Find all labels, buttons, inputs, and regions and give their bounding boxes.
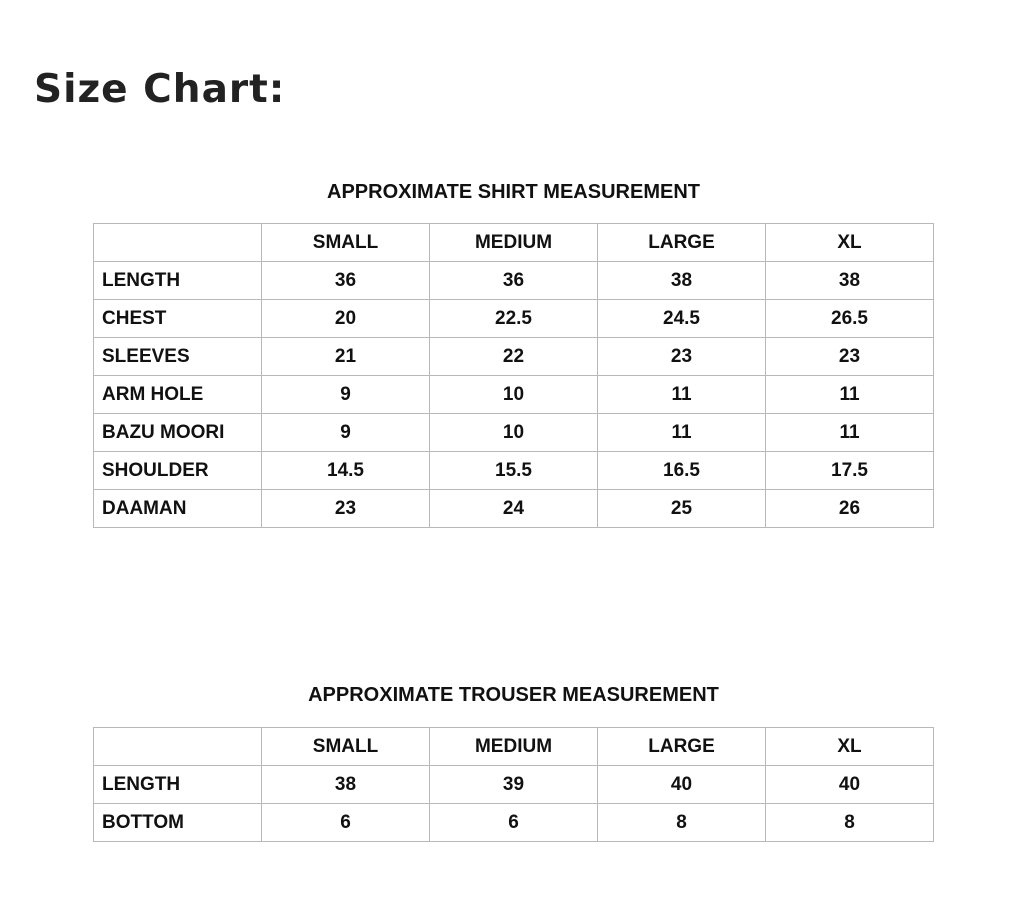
page-title: Size Chart: — [34, 67, 286, 112]
column-header-xl: XL — [766, 728, 934, 766]
table-cell: 38 — [262, 766, 430, 804]
table-cell: 10 — [430, 414, 598, 452]
table-cell: 11 — [766, 414, 934, 452]
table-row — [94, 338, 934, 376]
row-label-chest: CHEST — [94, 300, 262, 338]
column-header-medium: MEDIUM — [430, 224, 598, 262]
table-cell: 8 — [766, 804, 934, 842]
table-cell: 20 — [262, 300, 430, 338]
table-row — [94, 414, 934, 452]
table-cell: 22 — [430, 338, 598, 376]
row-label-arm-hole: ARM HOLE — [94, 376, 262, 414]
table-cell: 39 — [430, 766, 598, 804]
table-cell: 23 — [766, 338, 934, 376]
table-cell: 24 — [430, 490, 598, 528]
table-row — [94, 766, 934, 804]
table-cell: 14.5 — [262, 452, 430, 490]
table-cell: 22.5 — [430, 300, 598, 338]
table-cell: 10 — [430, 376, 598, 414]
column-header-small: SMALL — [262, 224, 430, 262]
column-header-medium: MEDIUM — [430, 728, 598, 766]
row-label-shoulder: SHOULDER — [94, 452, 262, 490]
table-cell: 11 — [766, 376, 934, 414]
table-cell: 23 — [262, 490, 430, 528]
trouser-table-heading: APPROXIMATE TROUSER MEASUREMENT — [308, 684, 719, 706]
table-header-row — [94, 224, 934, 262]
column-header-large: LARGE — [598, 728, 766, 766]
table-cell: 38 — [766, 262, 934, 300]
shirt-table-heading: APPROXIMATE SHIRT MEASUREMENT — [327, 181, 700, 203]
table-cell: 6 — [262, 804, 430, 842]
column-header-small: SMALL — [262, 728, 430, 766]
table-row — [94, 490, 934, 528]
table-row — [94, 300, 934, 338]
table-cell: 26.5 — [766, 300, 934, 338]
table-cell: 8 — [598, 804, 766, 842]
row-label-length: LENGTH — [94, 766, 262, 804]
table-cell: 25 — [598, 490, 766, 528]
table-cell: 36 — [262, 262, 430, 300]
table-cell: 40 — [766, 766, 934, 804]
row-label-bottom: BOTTOM — [94, 804, 262, 842]
row-label-bazu-moori: BAZU MOORI — [94, 414, 262, 452]
table-cell: 9 — [262, 376, 430, 414]
table-cell: 38 — [598, 262, 766, 300]
column-header-blank — [94, 728, 262, 766]
table-row — [94, 262, 934, 300]
table-cell: 11 — [598, 414, 766, 452]
table-cell: 26 — [766, 490, 934, 528]
table-cell: 15.5 — [430, 452, 598, 490]
table-cell: 16.5 — [598, 452, 766, 490]
column-header-blank — [94, 224, 262, 262]
table-cell: 21 — [262, 338, 430, 376]
trouser-size-table — [93, 727, 934, 842]
table-row — [94, 452, 934, 490]
table-cell: 9 — [262, 414, 430, 452]
row-label-daaman: DAAMAN — [94, 490, 262, 528]
table-cell: 24.5 — [598, 300, 766, 338]
column-header-xl: XL — [766, 224, 934, 262]
shirt-size-table — [93, 223, 934, 528]
trouser-measurement-section — [93, 680, 934, 842]
column-header-large: LARGE — [598, 224, 766, 262]
table-cell: 36 — [430, 262, 598, 300]
table-cell: 11 — [598, 376, 766, 414]
row-label-length: LENGTH — [94, 262, 262, 300]
table-cell: 23 — [598, 338, 766, 376]
table-cell: 6 — [430, 804, 598, 842]
table-cell: 40 — [598, 766, 766, 804]
table-header-row — [94, 728, 934, 766]
table-row — [94, 376, 934, 414]
row-label-sleeves: SLEEVES — [94, 338, 262, 376]
table-row — [94, 804, 934, 842]
shirt-measurement-section — [93, 177, 934, 528]
table-cell: 17.5 — [766, 452, 934, 490]
